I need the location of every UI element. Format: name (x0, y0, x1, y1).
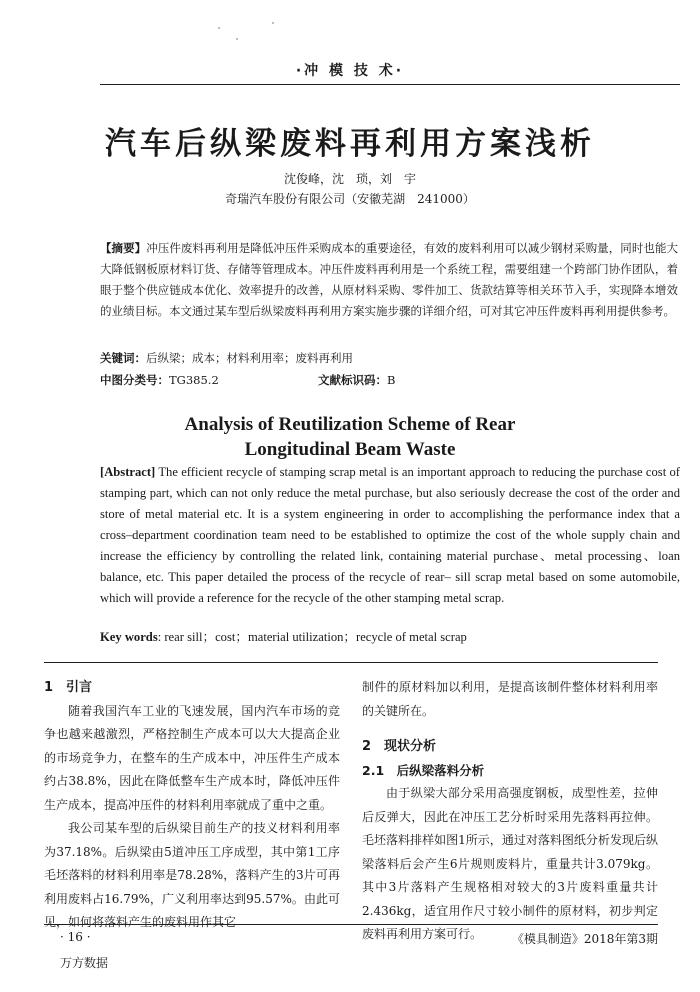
abstract-cn-text: 冲压件废料再利用是降低冲压件采购成本的重要途径，有效的废料利用可以减少钢材采购量，同时也能大大降低钢板原材料订货、存储等管理成本。冲压件废料再利用是一个系统工程，需要组建一个跨部门协作团队，着眼于整个供应链成本优化、效率提升的改善，从原材料采购、零件加工、货款结算等相关环节入手，实现降本增效的业绩目标。本文通过某车型后纵梁废料再利用方案实施步骤的详细介绍，可对其它冲压件废料再利用提供参考。 (100, 241, 678, 318)
english-title (0, 412, 700, 462)
section-1-paragraph-2: 我公司某车型的后纵梁目前生产的技义材料利用率为37.18%。后纵梁由5道冲压工序成型，其中第1工序毛坯落料的材料利用率是78.28%，落料产生的3片可再利用废料占16.79%，广义利用率达到95.57%。由此可见，如何将落料产生的废料用作其它 (44, 821, 340, 929)
section-1-paragraph-1: 随着我国汽车工业的飞速发展，国内汽车市场的竞争也越来越激烈，严格控制生产成本可以大大提高企业的市场竞争力，在整车的生产成本中，冲压件生产成本约占38.8%，因此在降低整车生产成本时，降低冲压件生产成本，提高冲压件的材料利用率就成了重中之重。 (44, 703, 340, 812)
clc-value: TG385.2 (169, 373, 219, 387)
footer-rule (44, 924, 658, 925)
journal-issue: 《模具制造》2018年第3期 (511, 932, 658, 946)
section-2-1-heading: 2.1 后纵梁落料分析 (362, 762, 485, 778)
keywords-cn-text: 后纵梁；成本；材料利用率；废料再利用 (146, 351, 353, 365)
authors: 沈俊峰，沈 琐，刘 宇 (283, 172, 416, 186)
body-right-column (362, 676, 658, 947)
abstract-en-text: The efficient recycle of stamping scrap metal is an important approach to reducing the purchase cost of stamping part, which can not only reduce the metal purchase, but also seriously decrease the cost of the order and store of metal material etc. It is a system engineering in order to accomplishing the performance index that a cross–department coordination team need to be established to optimize the cost of the whole supply chain and increase the efficiency by controlling the related link, containing material purchase、metal processing、loan balance, etc. This paper detailed the process of the recycle of rear– sill scrap metal based on some automobile, which will provide a reference for the recycle of the other stamping metal scrap. (100, 465, 680, 605)
classification-line (100, 372, 678, 388)
continued-paragraph: 制件的原材料加以利用，是提高该制件整体材料利用率的关键所在。 (362, 680, 658, 718)
abstract-en (100, 462, 680, 609)
abstract-rule (44, 662, 658, 663)
keywords-en-label: Key words (100, 630, 158, 644)
abstract-en-label: [Abstract] (100, 465, 156, 479)
scan-speck (236, 38, 238, 40)
english-title-line-1: Analysis of Reutilization Scheme of Rear (184, 414, 516, 435)
abstract-cn (100, 238, 678, 322)
section-2-1-paragraph: 由于纵梁大部分采用高强度钢板，成型性差，拉伸后反弹大，因此在冲压工艺分析时采用先落料再拉伸。毛坯落料排样如图1所示，通过对落料图纸分析发现后纵梁落料后会产生6片规则废料片，重量共计3.079kg。其中3片落料产生规格相对较大的3片废料重量共计2.436kg，适宜用作尺寸较小制件的原材料，初步判定废料再利用方案可行。 (362, 786, 658, 941)
document-code (318, 372, 395, 388)
body-left-column (44, 676, 340, 935)
watermark: 万方数据 (60, 956, 109, 970)
affiliation: 奇瑞汽车股份有限公司（安徽芜湖 241000） (225, 192, 475, 206)
page-title: 汽车后纵梁废料再利用方案浅析 (105, 126, 595, 162)
scan-speck (218, 27, 220, 29)
clc-label: 中图分类号： (100, 373, 169, 387)
section-1-heading: 1 引言 (44, 680, 93, 695)
scan-speck (272, 22, 274, 24)
keywords-cn (100, 350, 678, 366)
keywords-en (100, 626, 680, 645)
keywords-en-text: : rear sill；cost；material utilization；recycle of metal scrap (157, 630, 467, 644)
section-2-heading: 2 现状分析 (362, 739, 437, 754)
english-title-line-2: Longitudinal Beam Waste (244, 439, 456, 460)
keywords-cn-label: 关键词： (100, 351, 146, 365)
doc-code-label: 文献标识码： (318, 373, 387, 387)
column-tag: ·冲 模 技 术· (295, 63, 405, 79)
doc-code-value: B (387, 373, 396, 387)
abstract-cn-label: 【摘要】 (100, 241, 147, 255)
header-rule (100, 84, 680, 85)
page-number: · 16 · (60, 930, 91, 944)
